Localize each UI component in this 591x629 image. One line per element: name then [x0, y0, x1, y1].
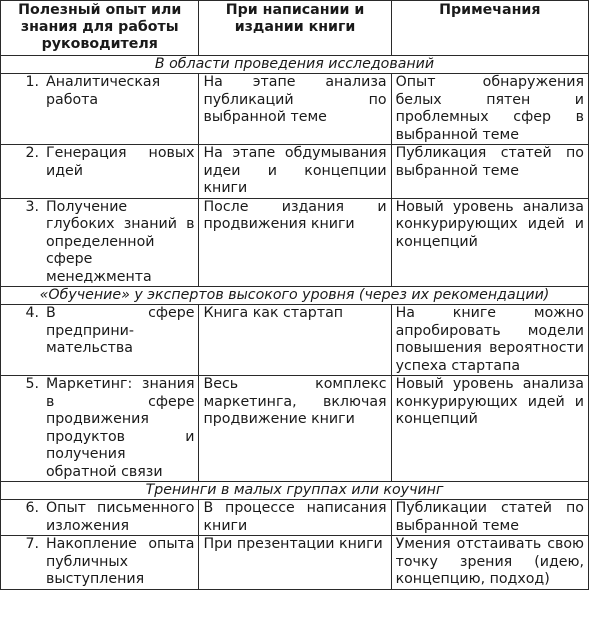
book-stage-cell: На этапе анализа публикаций по выбранной теме: [199, 74, 391, 145]
row-number: 7.: [25, 536, 39, 552]
note-cell: На книге можно апробировать модели повышения вероятности успеха стартапа: [391, 305, 588, 376]
note-cell: Опыт обнаружения белых пятен и проблемных сфер в выбранной теме: [391, 74, 588, 145]
experience-cell: [1, 305, 199, 376]
book-stage-cell: Книга как стартап: [199, 305, 391, 376]
experience-text: Маркетинг: знания в сфере продвижения продуктов и получения обратной связи: [46, 376, 195, 480]
section-row: [1, 56, 589, 74]
section-title: Тренинги в малых группах или коучинг: [1, 482, 589, 500]
experience-text: Получение глубоких знаний в определенной сфере менеджмента: [46, 198, 195, 285]
book-stage-cell: На этапе обдумывания идеи и концепции книги: [199, 145, 391, 199]
experience-text: Опыт письменного изложения: [46, 500, 195, 534]
row-number: 3.: [25, 198, 39, 215]
experience-text: Аналитическая работа: [46, 74, 161, 108]
table-row: [1, 145, 589, 199]
row-number: 1.: [25, 74, 39, 90]
book-stage-cell: При презентации книги: [199, 536, 391, 590]
book-stage-cell: В процессе написания книги: [199, 500, 391, 536]
section-title: «Обучение» у экспертов высокого уровня (через их рекомендации): [1, 287, 589, 305]
section-row: [1, 287, 589, 305]
book-stage-cell: После издания и продвижения книги: [199, 198, 391, 287]
experience-cell: [1, 198, 199, 287]
section-row: [1, 482, 589, 500]
experience-text: Генерация новых идей: [46, 145, 195, 179]
experience-cell: [1, 500, 199, 536]
note-cell: Публикация статей по выбранной теме: [391, 145, 588, 199]
experience-cell: [1, 145, 199, 199]
row-number: 2.: [25, 145, 39, 161]
row-number: 5.: [25, 376, 39, 392]
header-notes: Примечания: [391, 1, 588, 56]
table-body: [1, 56, 589, 590]
section-title: В области проведения исследований: [1, 56, 589, 74]
table-row: [1, 305, 589, 376]
book-stage-cell: Весь комплекс маркетинга, включая продвижение книги: [199, 376, 391, 482]
row-number: 4.: [25, 305, 39, 321]
note-cell: Умения отстаивать свою точку зрения (идею, концепцию, подход): [391, 536, 588, 590]
table-row: [1, 500, 589, 536]
header-experience: Полезный опыт или знания для работы руководителя: [1, 1, 199, 56]
table-row: [1, 536, 589, 590]
row-number: 6.: [25, 500, 39, 516]
table-header-row: [1, 1, 589, 56]
experience-cell: [1, 74, 199, 145]
experience-cell: [1, 536, 199, 590]
note-cell: Новый уровень анализа конкурирующих идей и концепций: [391, 376, 588, 482]
header-book-stage: При написании и издании книги: [199, 1, 391, 56]
note-cell: Публикации статей по выбранной теме: [391, 500, 588, 536]
note-cell: Новый уровень анализа конкурирующих идей и концепций: [391, 198, 588, 287]
table-row: [1, 376, 589, 482]
experience-text: В сфере предприни-мательства: [46, 305, 195, 356]
table-row: [1, 198, 589, 287]
experience-cell: [1, 376, 199, 482]
table-row: [1, 74, 589, 145]
experience-text: Накопление опыта публичных выступления: [46, 536, 195, 587]
